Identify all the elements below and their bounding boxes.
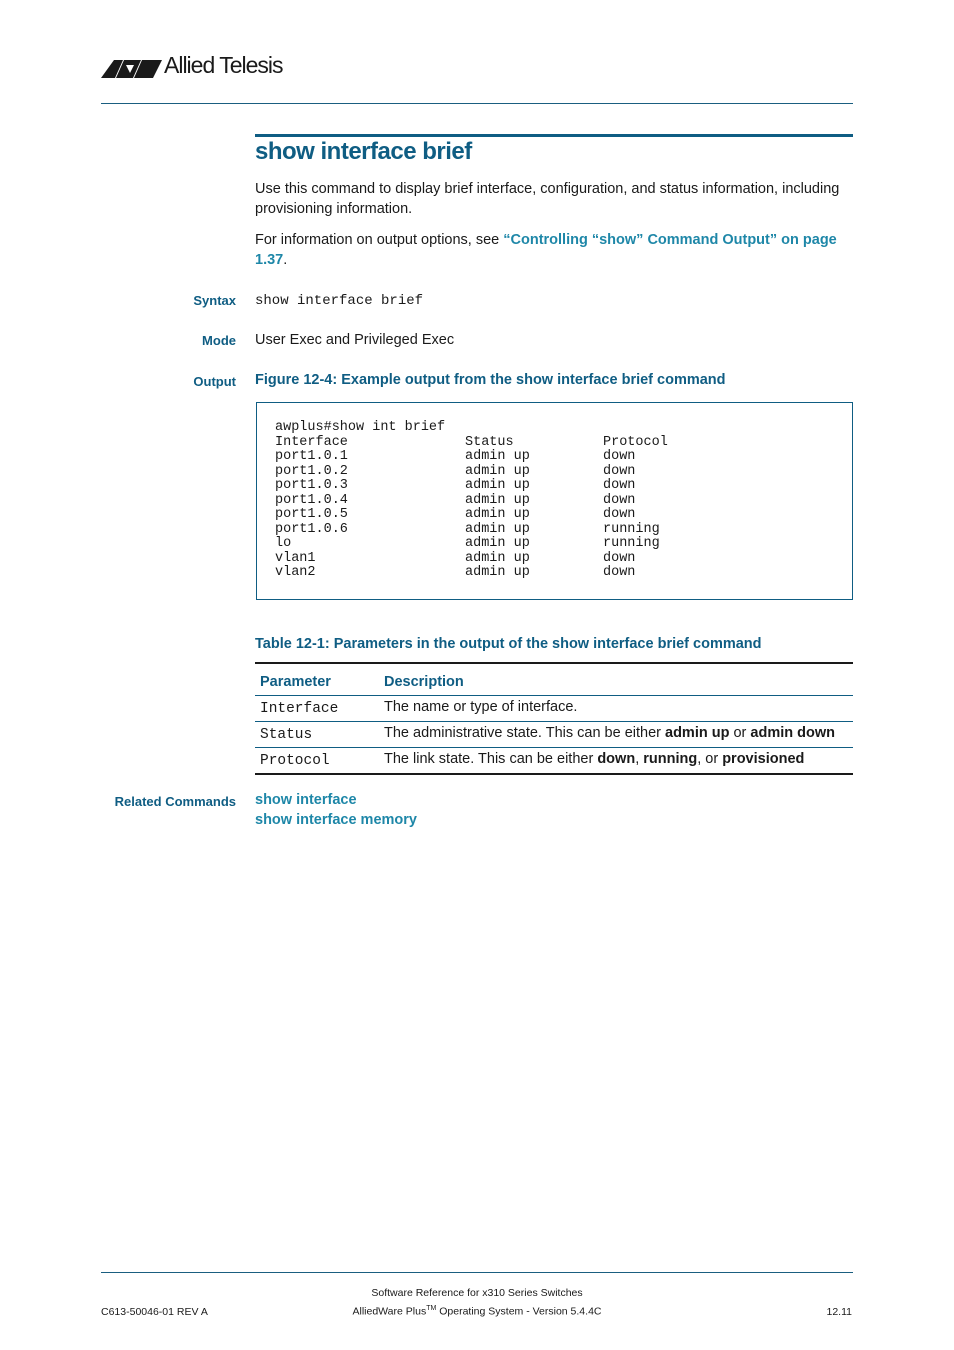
page-title: show interface brief (255, 138, 472, 165)
code-interface: port1.0.4 (275, 492, 348, 508)
code-protocol: running (603, 536, 660, 551)
related-link-show-interface[interactable]: show interface (255, 792, 357, 808)
code-interface: port1.0.1 (275, 449, 348, 464)
code-row (275, 550, 636, 567)
code-status: admin up (465, 478, 530, 493)
code-output (275, 420, 668, 581)
mode-value: User Exec and Privileged Exec (255, 332, 455, 348)
code-row (275, 565, 636, 581)
code-status: admin up (465, 550, 530, 566)
output-options-link[interactable]: “Controlling “show” Command Output” on page 1.37 (255, 232, 837, 268)
related-commands-label: Related Commands (114, 794, 236, 809)
code-protocol: down (603, 463, 636, 479)
code-header-interface: Interface (275, 434, 348, 450)
output-label: Output (193, 374, 236, 389)
code-header-status: Status (465, 434, 514, 450)
table-row (255, 748, 853, 775)
description-keyword: admin up (665, 725, 730, 741)
mode-label: Mode (202, 333, 236, 348)
parameter-name: Status (260, 727, 313, 743)
code-interface: port1.0.3 (275, 478, 348, 493)
code-interface: port1.0.6 (275, 521, 348, 537)
parameter-name: Protocol (260, 753, 330, 769)
logo-mark-icon (101, 57, 163, 79)
info-prefix: For information on output options, see (255, 232, 504, 248)
table-caption: Table 12-1: Parameters in the output of the show interface brief command (255, 636, 762, 652)
table-row (255, 696, 853, 722)
description-text: The name or type of interface. (384, 699, 578, 715)
title-rule (255, 134, 853, 137)
syntax-label: Syntax (193, 293, 236, 308)
related-link-show-interface-memory[interactable]: show interface memory (255, 812, 417, 828)
allied-telesis-logo (101, 52, 301, 82)
code-status: admin up (465, 463, 530, 479)
footer-tm: TM (426, 1305, 437, 1312)
code-protocol: down (603, 478, 636, 493)
header-rule (101, 103, 853, 104)
table-row (255, 722, 853, 748)
code-prompt-line (275, 420, 446, 436)
code-protocol: down (603, 492, 636, 508)
description-keyword: provisioned (722, 751, 805, 767)
code-status: admin up (465, 449, 530, 464)
code-row (275, 449, 636, 465)
code-protocol: down (603, 565, 636, 580)
description-keyword: admin down (750, 725, 836, 741)
code-header-line (275, 434, 668, 451)
code-row (275, 507, 636, 523)
description-text: or (729, 725, 751, 741)
description-text: The administrative state. This can be either (384, 725, 666, 741)
footer-title: Software Reference for x310 Series Switches (371, 1287, 583, 1299)
code-row (275, 521, 660, 538)
footer-os-name: AlliedWare Plus (352, 1305, 427, 1318)
description-keyword: down (597, 751, 636, 767)
footer-os-version: Operating System - Version 5.4.4C (436, 1305, 602, 1318)
code-prompt: awplus#show int brief (275, 420, 446, 435)
logo-text: Allied Telesis (164, 52, 283, 78)
code-output-box (256, 402, 853, 600)
code-protocol: down (603, 550, 636, 566)
code-row (275, 492, 636, 509)
code-row (275, 536, 660, 552)
code-status: admin up (465, 565, 530, 580)
syntax-value: show interface brief (255, 293, 424, 309)
code-status: admin up (465, 536, 530, 551)
parameter-description (384, 725, 835, 741)
info-paragraph (255, 231, 853, 270)
parameter-name: Interface (260, 701, 339, 717)
parameter-description (384, 699, 577, 715)
code-row (275, 478, 636, 494)
footer-rule (101, 1272, 853, 1273)
table-body (255, 696, 853, 775)
code-status: admin up (465, 492, 530, 508)
parameter-description (384, 751, 804, 767)
code-interface: vlan1 (275, 550, 316, 566)
table-header-row (255, 664, 853, 696)
figure-caption: Figure 12-4: Example output from the show interface brief command (255, 372, 726, 388)
intro-paragraph: Use this command to display brief interface, configuration, and status information, including provisioning information. (255, 181, 840, 217)
code-protocol: down (603, 507, 636, 522)
code-interface: port1.0.2 (275, 463, 348, 479)
description-keyword: running (643, 751, 698, 767)
code-protocol: running (603, 521, 660, 537)
code-status: admin up (465, 521, 530, 537)
code-interface: port1.0.5 (275, 507, 348, 522)
description-text: The link state. This can be either (384, 751, 598, 767)
code-protocol: down (603, 449, 636, 464)
code-status: admin up (465, 507, 530, 522)
code-interface: vlan2 (275, 565, 316, 580)
info-suffix: . (283, 251, 288, 268)
description-text: , or (697, 751, 723, 767)
table-header-description: Description (384, 674, 464, 690)
table-header-parameter: Parameter (260, 674, 331, 690)
code-header-protocol: Protocol (603, 434, 668, 450)
description-text: , (635, 751, 644, 767)
code-interface: lo (275, 536, 292, 551)
code-row (275, 463, 636, 480)
footer-doc-id: C613-50046-01 REV A (101, 1306, 208, 1318)
footer-page-number: 12.11 (826, 1306, 852, 1318)
parameters-table (255, 662, 853, 775)
